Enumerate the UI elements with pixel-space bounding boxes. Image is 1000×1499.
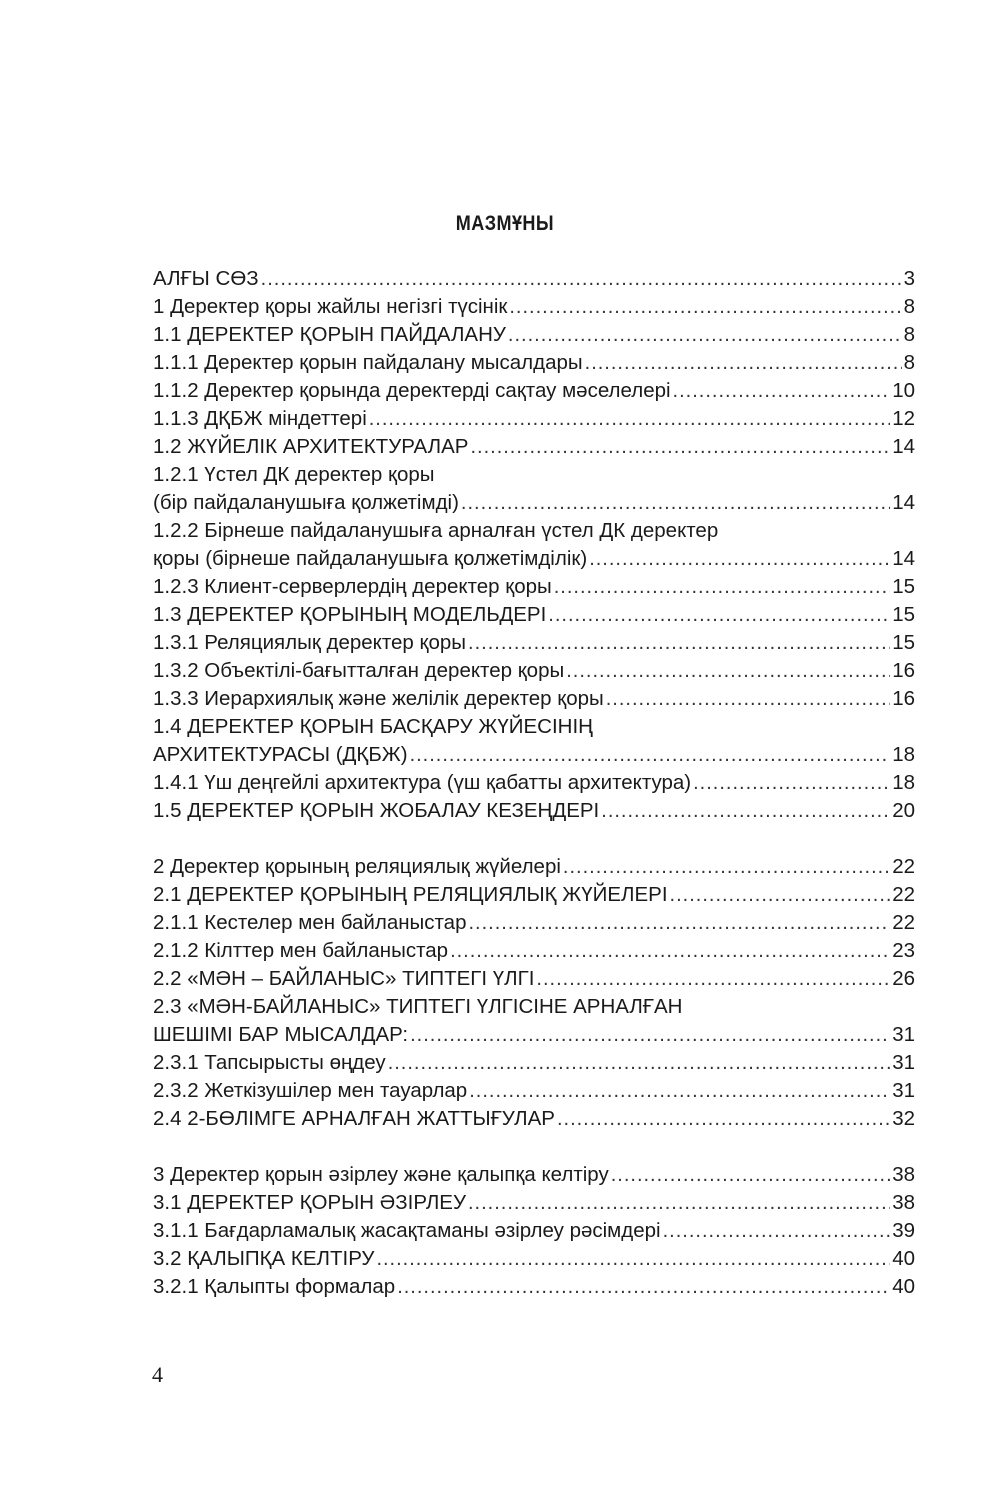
- toc-entry: 1.1.1 Деректер қорын пайдалану мысалдары ..... 8: [153, 349, 915, 377]
- toc-entry: ШЕШІМІ БАР МЫСАЛДАР: ..... 31: [153, 1021, 915, 1049]
- toc-entry: 3 Деректер қорын әзірлеу және қалыпқа келтіру ..... 38: [153, 1161, 915, 1189]
- toc-entry: 3.1 ДЕРЕКТЕР ҚОРЫН ӘЗІРЛЕУ ..... 38: [153, 1189, 915, 1217]
- toc-entry: 1.1 ДЕРЕКТЕР ҚОРЫН ПАЙДАЛАНУ ..... 8: [153, 321, 915, 349]
- toc-entry: 1.1.3 ДҚБЖ міндеттері ..... 12: [153, 405, 915, 433]
- toc-entry: 3.2 ҚАЛЫПҚА КЕЛТІРУ ..... 40: [153, 1245, 915, 1273]
- toc-entry: 2.1.1 Кестелер мен байланыстар ..... 22: [153, 909, 915, 937]
- table-of-contents: [153, 265, 915, 1301]
- toc-entry: 1.1.2 Деректер қорында деректерді сақтау мәселелері ..... 10: [153, 377, 915, 405]
- toc-entry: (бір пайдаланушыға қолжетімді) ..... 14: [153, 489, 915, 517]
- toc-entry: 1.2.3 Клиент-серверлердің деректер қоры ..... 15: [153, 573, 915, 601]
- toc-entry: 2.3.2 Жеткізушілер мен тауарлар ..... 31: [153, 1077, 915, 1105]
- toc-entry-line: 1.4 ДЕРЕКТЕР ҚОРЫН БАСҚАРУ ЖҮЙЕСІНІҢ: [153, 715, 593, 738]
- toc-entry: 1.2 ЖҮЙЕЛІК АРХИТЕКТУРАЛАР ..... 14: [153, 433, 915, 461]
- toc-entry: 1 Деректер қоры жайлы негізгі түсінік ..... 8: [153, 293, 915, 321]
- page-title: МАЗМҰНЫ: [455, 212, 555, 235]
- toc-entry-line: 2.3 «МӘН-БАЙЛАНЫС» ТИПТЕГІ ҮЛГІСІНЕ АРНАЛҒАН: [153, 995, 683, 1018]
- toc-entry: 2.1 ДЕРЕКТЕР ҚОРЫНЫҢ РЕЛЯЦИЯЛЫҚ ЖҮЙЕЛЕРІ ..... 22: [153, 881, 915, 909]
- toc-entry: 1.3.1 Реляциялық деректер қоры ..... 15: [153, 629, 915, 657]
- toc-entry: 2 Деректер қорының реляциялық жүйелері ..... 22: [153, 853, 915, 881]
- page-number: 4: [152, 1362, 163, 1387]
- toc-entry-line: 1.2.2 Бірнеше пайдаланушыға арналған үстел ДК деректер: [153, 519, 719, 542]
- toc-entry: 3.1.1 Бағдарламалық жасақтаманы әзірлеу рәсімдері ..... 39: [153, 1217, 915, 1245]
- toc-entry: 2.3.1 Тапсырысты өңдеу ..... 31: [153, 1049, 915, 1077]
- toc-entry: 1.4.1 Үш деңгейлі архитектура (үш қабатты архитектура) ..... 18: [153, 769, 915, 797]
- toc-entry: қоры (бірнеше пайдаланушыға қолжетімділік) ..... 14: [153, 545, 915, 573]
- toc-entry: АЛҒЫ СӨЗ ..... 3: [153, 265, 915, 293]
- toc-entry: 3.2.1 Қалыпты формалар ..... 40: [153, 1273, 915, 1301]
- toc-entry-line: 1.2.1 Үстел ДК деректер қоры: [153, 463, 435, 486]
- toc-entry: 1.5 ДЕРЕКТЕР ҚОРЫН ЖОБАЛАУ КЕЗЕҢДЕРІ ..... 20: [153, 797, 915, 825]
- toc-entry: 1.3.2 Объектілі-бағытталған деректер қоры ..... 16: [153, 657, 915, 685]
- toc-entry: 1.3 ДЕРЕКТЕР ҚОРЫНЫҢ МОДЕЛЬДЕРІ ..... 15: [153, 601, 915, 629]
- toc-entry: 2.1.2 Кілттер мен байланыстар ..... 23: [153, 937, 915, 965]
- toc-entry: 2.2 «МӘН – БАЙЛАНЫС» ТИПТЕГІ ҮЛГІ ..... 26: [153, 965, 915, 993]
- toc-entry: 2.4 2-БӨЛІМГЕ АРНАЛҒАН ЖАТТЫҒУЛАР ..... 32: [153, 1105, 915, 1133]
- toc-entry: АРХИТЕКТУРАСЫ (ДҚБЖ) ..... 18: [153, 741, 915, 769]
- toc-entry: 1.3.3 Иерархиялық және желілік деректер қоры ..... 16: [153, 685, 915, 713]
